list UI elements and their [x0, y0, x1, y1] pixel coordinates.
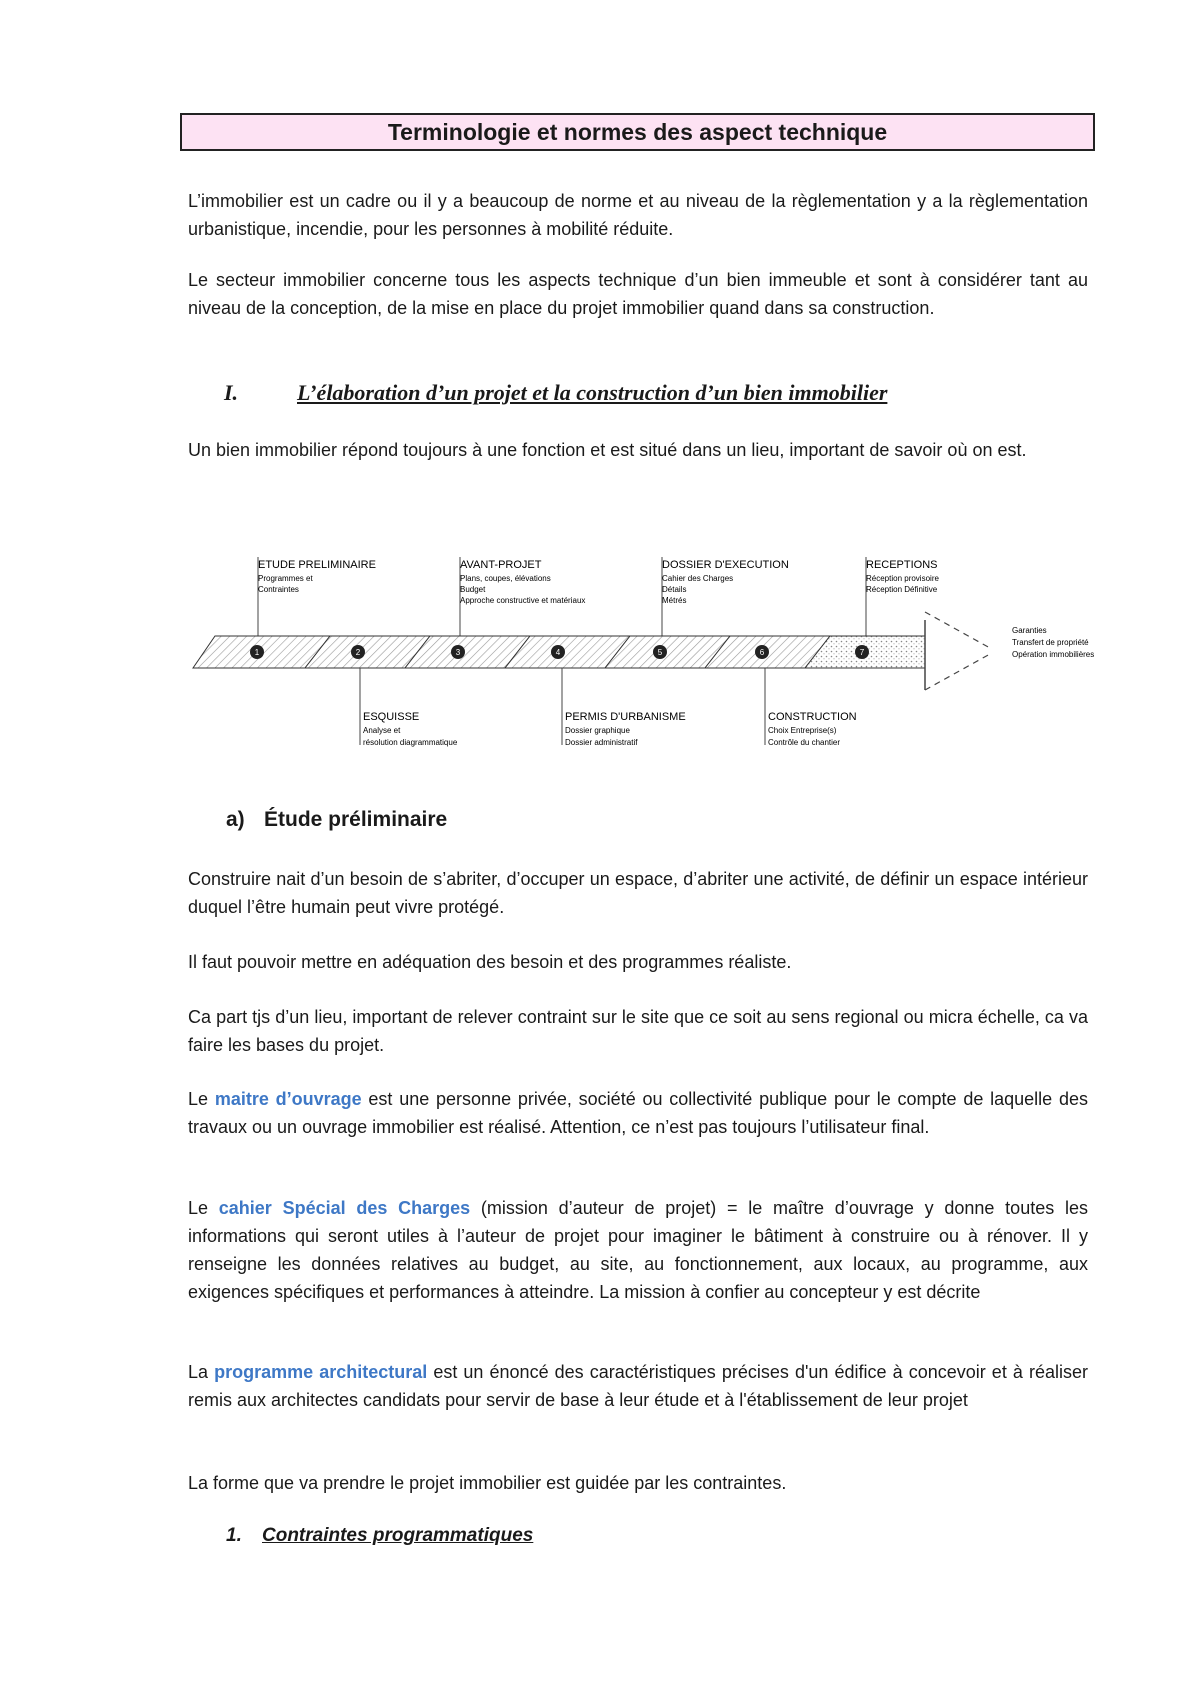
phase-line: Cahier des Charges [662, 574, 734, 583]
step-number: 2 [355, 648, 361, 657]
phase-line: Contrôle du chantier [768, 738, 841, 747]
text-fragment: (mission d’auteur de projet) = le maître d’ouvrage y donne toutes les informations qui seront utiles à l’auteur de projet pour imaginer le bâtiment à construire ou à rénover. Il y renseigne les données relatives au budget, au site, au fonctionnement, aux locaux, au programme, aux exigences spécifiques et performances à atteindre. La mission à confier au concepteur y est décrite [188, 1198, 1088, 1302]
phase-line: Réception provisoire [866, 574, 939, 583]
phase-title: PERMIS D'URBANISME [565, 711, 686, 723]
section-heading-1 [224, 380, 887, 406]
post-reception-labels [1012, 626, 1094, 659]
phase-line: Réception Définitive [866, 585, 938, 594]
top-phase-1 [258, 557, 376, 638]
phase-line: résolution diagrammatique [363, 738, 458, 747]
paragraph-contraintes: La forme que va prendre le projet immobilier est guidée par les contraintes. [188, 1473, 787, 1493]
timeline-bar [193, 612, 990, 690]
phase-title: ETUDE PRELIMINAIRE [258, 559, 376, 571]
paragraph-lieu: Ca part tjs d’un lieu, important de relever contraint sur le site que ce soit au sens regional ou micra échelle, ca va faire les bases du projet. [188, 1007, 1088, 1055]
step-number: 4 [555, 648, 561, 657]
phase-line: Analyse et [363, 726, 401, 735]
phase-line: Budget [460, 585, 486, 594]
phase-line: Contraintes [258, 585, 299, 594]
text-fragment: La [188, 1362, 215, 1382]
subsection-heading-1 [226, 1525, 533, 1547]
step-number: 6 [759, 648, 765, 657]
step-number: 1 [254, 648, 260, 657]
paragraph-cahier-charges [188, 1194, 1088, 1306]
keyword-cahier-charges: cahier Spécial des Charges [218, 1198, 471, 1218]
phase-line: Plans, coupes, élévations [460, 574, 551, 583]
phase-line: Choix Entreprise(s) [768, 726, 837, 735]
paragraph-maitre-ouvrage [188, 1085, 1088, 1141]
section-title: Étude préliminaire [264, 808, 448, 831]
paragraph-adequation: Il faut pouvoir mettre en adéquation des besoin et des programmes réaliste. [188, 952, 792, 972]
project-timeline-diagram [0, 540, 1200, 760]
paragraph-construire: Construire nait d’un besoin de s’abriter, d’occuper un espace, d’abriter une activité, de définir un espace intérieur duquel l’être humain peut vivre protégé. [188, 869, 1088, 917]
phase-line: Métrés [662, 596, 687, 605]
section-number: I. [224, 380, 239, 405]
step-number: 5 [657, 648, 663, 657]
keyword-programme-architectural: programme architectural [214, 1362, 428, 1382]
step-number: 3 [455, 648, 461, 657]
top-phase-4 [866, 557, 939, 638]
phase-line: Approche constructive et matériaux [460, 596, 586, 605]
phase-title: CONSTRUCTION [768, 711, 857, 723]
intro-paragraph-1: L’immobilier est un cadre ou il y a beaucoup de norme et au niveau de la règlementation y a la règlementation urbanistique, incendie, pour les personnes à mobilité réduite. [188, 191, 1088, 239]
phase-title: RECEPTIONS [866, 559, 938, 571]
section-number: a) [226, 808, 245, 831]
phase-title: DOSSIER D'EXECUTION [662, 559, 789, 571]
section1-paragraph: Un bien immobilier répond toujours à une fonction et est situé dans un lieu, important de savoir où on est. [188, 440, 1027, 460]
page-title: Terminologie et normes des aspect technique [180, 113, 1095, 151]
text-fragment: Le [188, 1089, 215, 1109]
phase-title: ESQUISSE [363, 711, 420, 723]
phase-line: Dossier graphique [565, 726, 630, 735]
top-phase-2 [460, 557, 585, 638]
text-fragment: Le [188, 1198, 219, 1218]
bottom-phase-2 [562, 668, 686, 747]
subsection-number: 1. [226, 1525, 242, 1546]
subsection-title: Contraintes programmatiques [262, 1525, 534, 1546]
text-fragment: est un énoncé des caractéristiques précises d'un édifice à concevoir et à réaliser remis aux architectes candidats pour servir de base à leur étude et à l'établissement de leur projet [188, 1362, 1089, 1410]
section-heading-a [226, 808, 447, 832]
step-number: 7 [859, 648, 865, 657]
phase-title: AVANT-PROJET [460, 559, 542, 571]
section-title: L’élaboration d’un projet et la construction d’un bien immobilier [297, 380, 888, 405]
bottom-phase-3 [765, 668, 857, 747]
post-label: Opération immobilières [1012, 650, 1095, 659]
phase-line: Programmes et [258, 574, 313, 583]
text-fragment: est une personne privée, société ou collectivité publique pour le compte de laquelle des travaux ou un ouvrage immobilier est réalisé. Attention, ce n’est pas toujours l’utilisateur final. [188, 1089, 1088, 1137]
intro-paragraph-2: Le secteur immobilier concerne tous les aspects technique d’un bien immeuble et sont à considérer tant au niveau de la conception, de la mise en place du projet immobilier quand dans sa construction. [188, 270, 1088, 318]
top-phase-3 [662, 557, 789, 638]
post-label: Garanties [1012, 626, 1047, 635]
phase-line: Détails [662, 585, 687, 594]
bottom-phase-1 [360, 668, 458, 747]
phase-line: Dossier administratif [565, 738, 638, 747]
keyword-maitre-ouvrage: maitre d’ouvrage [214, 1089, 362, 1109]
post-label: Transfert de propriété [1012, 638, 1089, 647]
paragraph-programme [188, 1358, 1088, 1414]
